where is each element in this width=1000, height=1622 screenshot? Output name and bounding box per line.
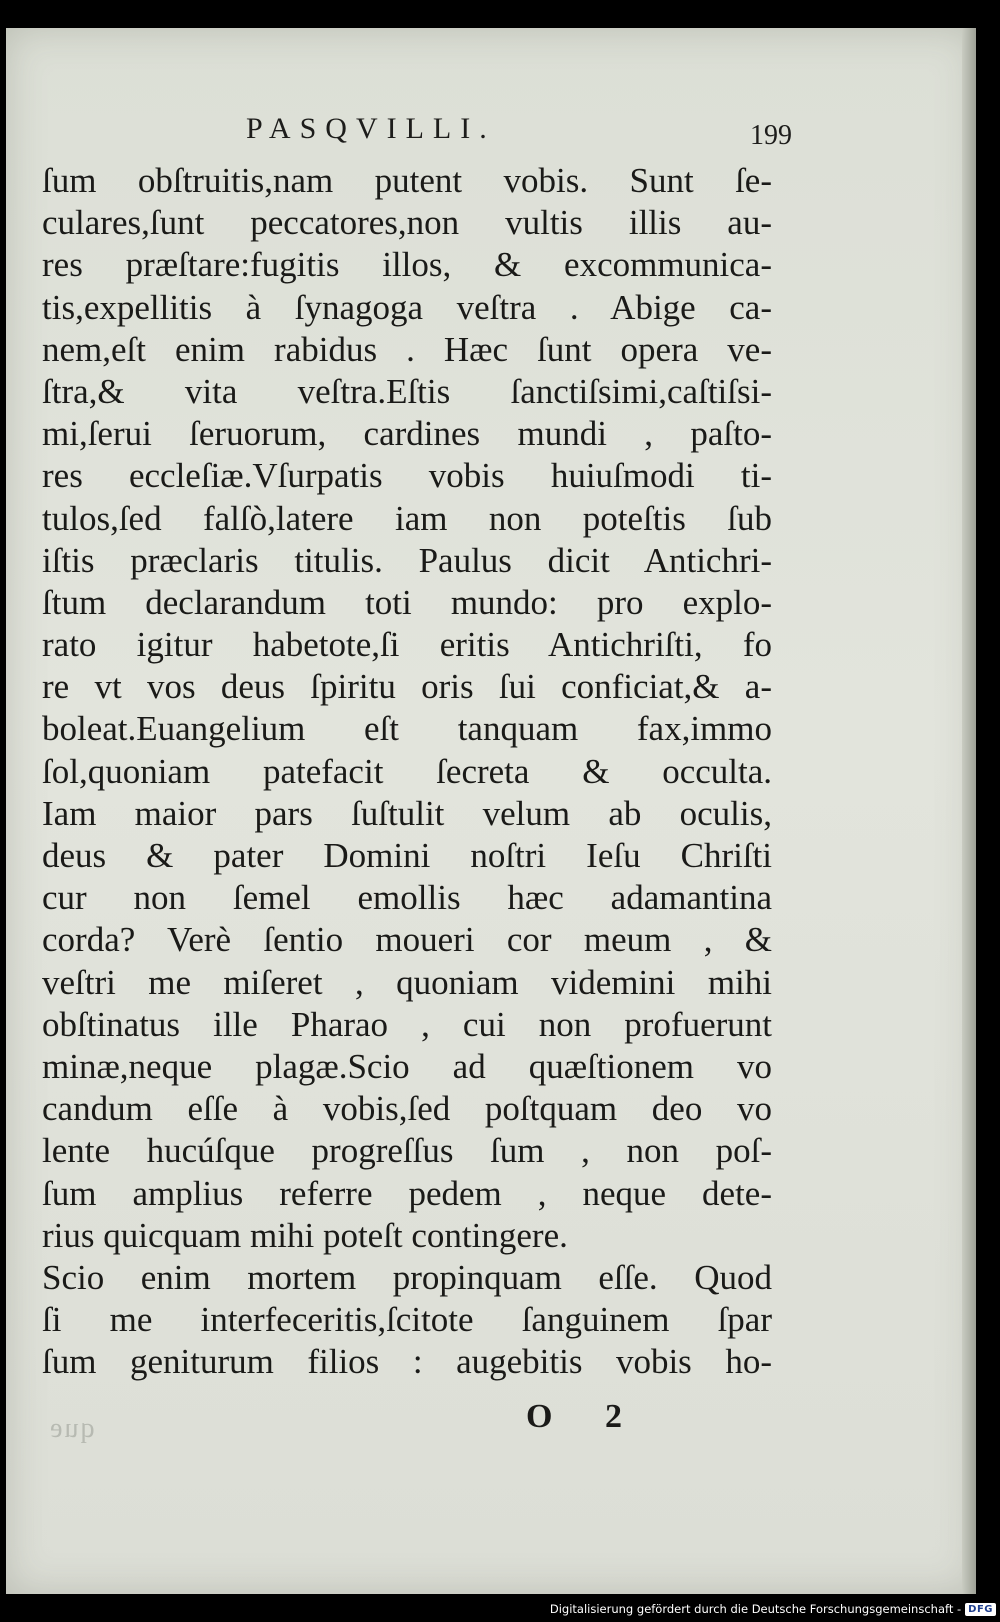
text-line: mi,ſerui ſeruorum, cardines mundi , paſto- [42, 414, 772, 454]
text-line: tis,expellitis à ſynagoga veſtra . Abige ca- [42, 287, 772, 327]
text-line: ſol,quoniam patefacit ſecreta & occulta. [42, 751, 772, 791]
text-line: candum eſſe à vobis,ſed poſtquam deo vo [42, 1089, 772, 1129]
text-line: rato igitur habetote,ſi eritis Antichriſti, fo [42, 625, 772, 665]
bleed-through-text: que [48, 1413, 95, 1444]
text-line: minæ,neque plagæ.Scio ad quæſtionem vo [42, 1046, 772, 1086]
text-line: cur non ſemel emollis hæc adamantina [42, 878, 772, 918]
text-line: corda? Verè ſentio moueri cor meum , & [42, 920, 772, 960]
text-line: boleat.Euangelium eſt tanquam fax,immo [42, 709, 772, 749]
text-line: Scio enim mortem propinquam eſſe. Quod [42, 1257, 772, 1297]
page-number: 199 [750, 120, 792, 151]
running-head: PASQVILLI. [246, 112, 496, 145]
text-line: ſtum declarandum toti mundo: pro explo- [42, 582, 772, 622]
text-line: ſtra,& vita veſtra.Eſtis ſanctiſsimi,caſtiſsi- [42, 371, 772, 411]
text-line: res præſtare:fugitis illos, & excommunica- [42, 245, 772, 285]
text-line: ſum amplius referre pedem , neque dete- [42, 1173, 772, 1213]
text-line: re vt vos deus ſpiritu oris ſui conficiat,& a- [42, 667, 772, 707]
text-line: ſum geniturum filios : augebitis vobis ho- [42, 1342, 772, 1382]
credit-text: Digitalisierung gefördert durch die Deutsche Forschungsgemeinschaft - [549, 1602, 962, 1616]
book-page [6, 28, 976, 1594]
text-line: iſtis præclaris titulis. Paulus dicit Antichri- [42, 540, 772, 580]
text-line: obſtinatus ille Pharao , cui non profuerunt [42, 1004, 772, 1044]
text-line: ſi me interfeceritis,ſcitote ſanguinem ſpar [42, 1300, 772, 1340]
dfg-logo: DFG [965, 1603, 996, 1616]
text-line: Iam maior pars ſuſtulit velum ab oculis, [42, 793, 772, 833]
text-line: rius quicquam mihi poteſt contingere. [42, 1215, 568, 1255]
body-text [42, 160, 772, 1383]
text-line: nem,eſt enim rabidus . Hæc ſunt opera ve- [42, 329, 772, 369]
text-line: culares,ſunt peccatores,non vultis illis au- [42, 203, 772, 243]
text-line: ſum obſtruitis,nam putent vobis. Sunt ſe- [42, 161, 772, 200]
text-line: lente hucúſque progreſſus ſum , non poſ- [42, 1131, 772, 1171]
text-line: veſtri me miſeret , quoniam videmini mihi [42, 962, 772, 1002]
signature-mark: O 2 [526, 1398, 644, 1435]
text-line: deus & pater Domini noſtri Ieſu Chriſti [42, 836, 772, 875]
digitization-credit [550, 1598, 996, 1620]
text-line: res eccleſiæ.Vſurpatis vobis huiuſmodi ti- [42, 456, 772, 496]
page-edge [962, 28, 976, 1594]
text-line: tulos,ſed falſò,latere iam non poteſtis ſub [42, 498, 772, 538]
